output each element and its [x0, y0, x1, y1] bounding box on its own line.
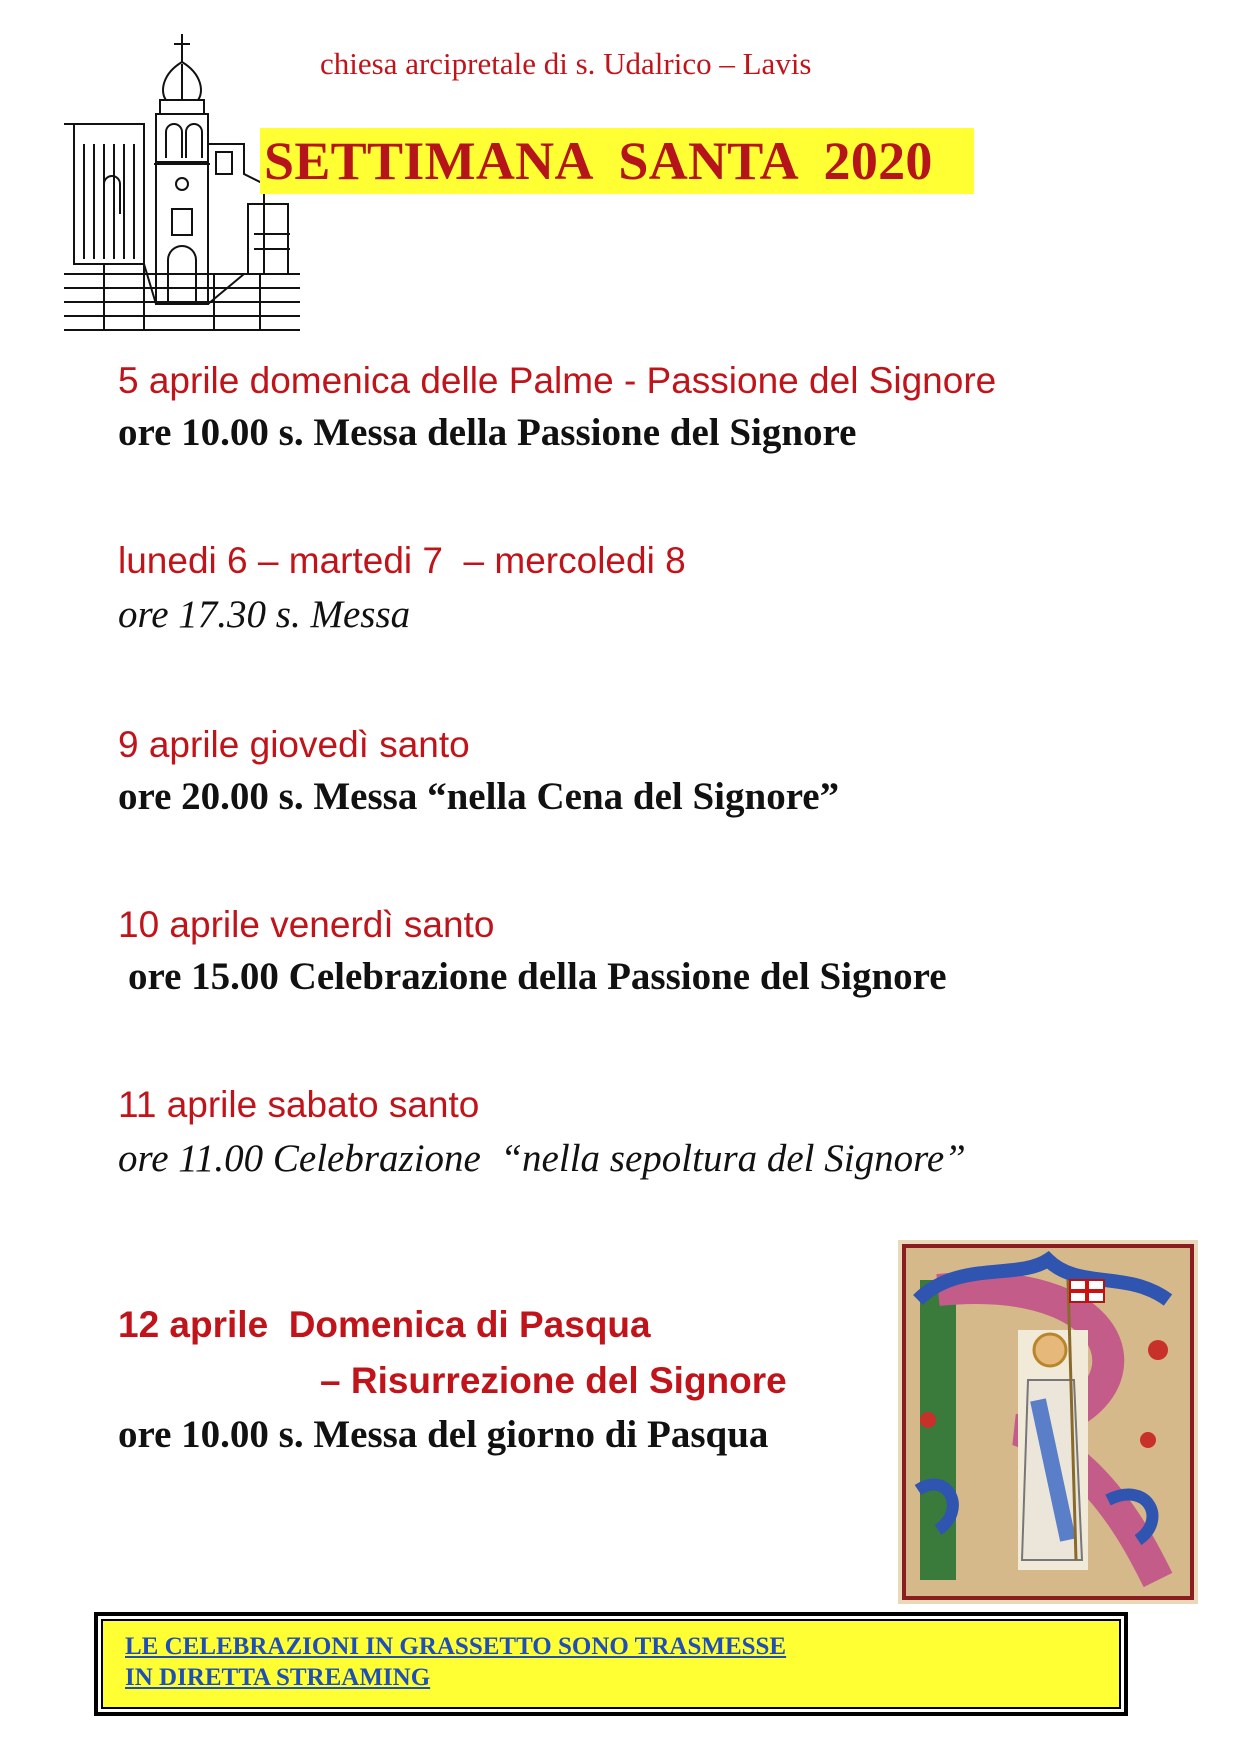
schedule-service-6: ore 10.00 s. Messa del giorno di Pasqua	[118, 1413, 769, 1456]
schedule-service-2: ore 17.30 s. Messa	[118, 593, 411, 636]
streaming-notice-line-1[interactable]: LE CELEBRAZIONI IN GRASSETTO SONO TRASMESSE	[125, 1633, 787, 1660]
page-title: SETTIMANA SANTA 2020	[260, 128, 974, 194]
schedule-day-6: 12 aprile Domenica di Pasqua	[118, 1304, 651, 1345]
schedule-day-6-subtitle: – Risurrezione del Signore	[320, 1360, 787, 1401]
schedule-day-4: 10 aprile venerdì santo	[118, 904, 495, 945]
schedule-service-4: ore 15.00 Celebrazione della Passione del Signore	[128, 955, 947, 998]
schedule-day-3: 9 aprile giovedì santo	[118, 724, 470, 765]
streaming-notice	[94, 1612, 1128, 1716]
schedule-day-2: lunedi 6 – martedi 7 – mercoledi 8	[118, 540, 686, 581]
streaming-notice-line-2[interactable]: IN DIRETTA STREAMING	[125, 1664, 431, 1691]
resurrection-miniature-icon	[898, 1240, 1198, 1604]
streaming-notice-inner	[101, 1619, 1121, 1709]
schedule-service-5: ore 11.00 Celebrazione “nella sepoltura del Signore”	[118, 1137, 966, 1180]
parish-name: chiesa arcipretale di s. Udalrico – Lavis	[320, 46, 812, 81]
schedule-day-1: 5 aprile domenica delle Palme - Passione del Signore	[118, 360, 997, 401]
schedule-service-3: ore 20.00 s. Messa “nella Cena del Signore”	[118, 775, 840, 818]
schedule-day-5: 11 aprile sabato santo	[118, 1084, 480, 1125]
schedule-service-1: ore 10.00 s. Messa della Passione del Signore	[118, 411, 857, 454]
